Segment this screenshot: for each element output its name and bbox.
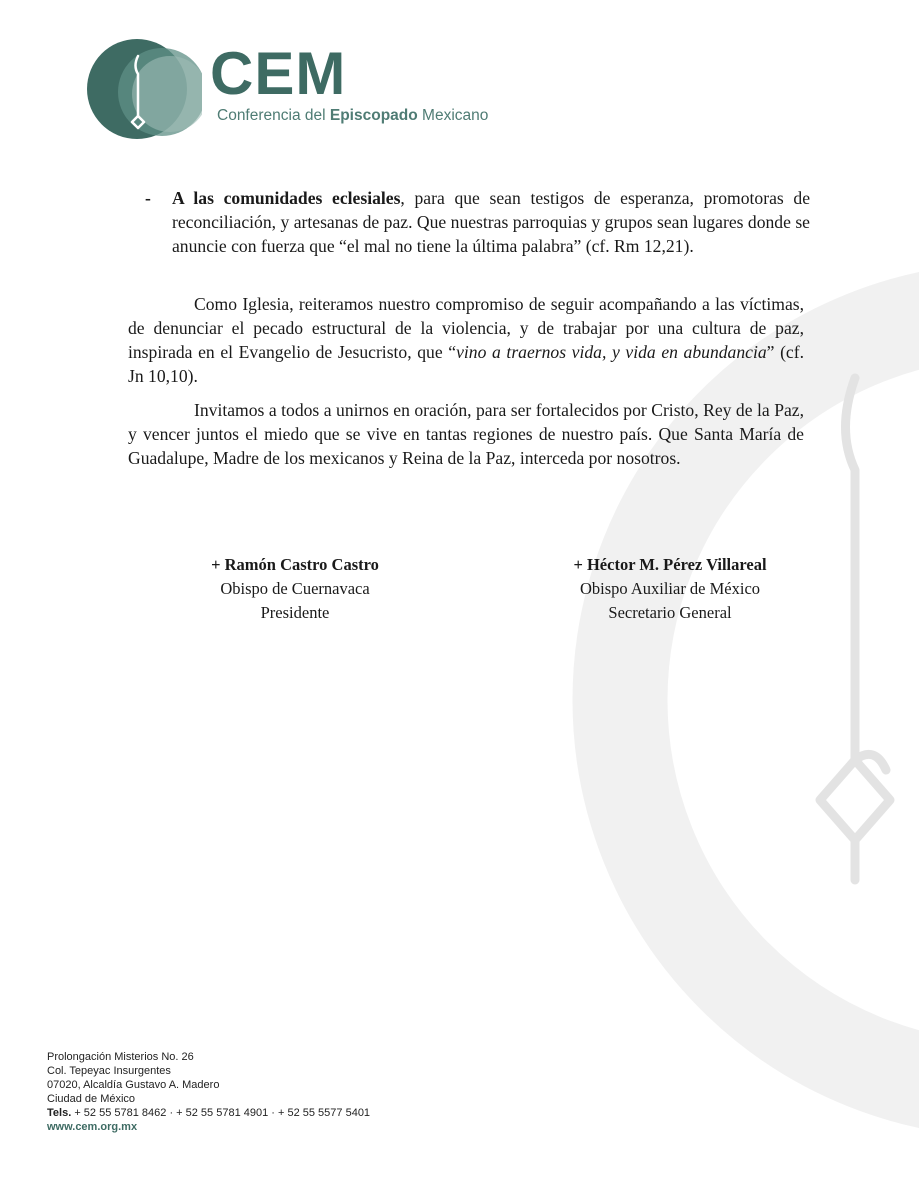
address-line: Prolongación Misterios No. 26	[47, 1051, 194, 1063]
bullet-heading: A las comunidades eclesiales	[172, 188, 401, 208]
paragraph-invitation: Invitamos a todos a unirnos en oración, para ser fortalecidos por Cristo, Rey de la Paz, y vencer juntos el miedo que se vive en tantas regiones de nuestro país. Que Santa María de Guadalupe, Madre de los mexicanos y Reina de la Paz, interceda por nosotros.	[128, 400, 804, 468]
scripture-quote: vino a traernos vida, y vida en abundancia	[456, 342, 767, 362]
website-link[interactable]: www.cem.org.mx	[47, 1121, 138, 1133]
bullet-body: , para que sean testigos de esperanza, promotoras de reconciliación, y artesanas de paz. Que nuestras parroquias y grupos sean lugares donde se anuncie con fuerza que “el mal no tiene la última palabra” (cf. Rm 12,21).	[172, 188, 810, 256]
signer-role: Obispo Auxiliar de México	[579, 579, 761, 598]
signer-title: Secretario General	[608, 603, 732, 622]
address-line: Col. Tepeyac Insurgentes	[47, 1065, 171, 1077]
address-line: Ciudad de México	[47, 1093, 136, 1105]
signer-role: Obispo de Cuernavaca	[220, 579, 370, 598]
bullet-marker: -	[145, 188, 151, 208]
footer-contact	[47, 1050, 370, 1134]
signature-block-president	[180, 553, 410, 625]
logo-subtitle: Conferencia del Episcopado Mexicano	[217, 107, 489, 124]
signature-block-secretary	[520, 553, 820, 625]
address-line: 07020, Alcaldía Gustavo A. Madero	[47, 1079, 220, 1091]
signer-title: Presidente	[260, 603, 330, 622]
logo-acronym: CEM	[210, 40, 347, 107]
phone-numbers: Tels. + 52 55 5781 8462 · + 52 55 5781 4901 · + 52 55 5577 5401	[47, 1107, 371, 1119]
cem-logo-emblem	[82, 30, 202, 148]
paragraph-commitment: Como Iglesia, reiteramos nuestro compromiso de seguir acompañando a las víctimas, de denunciar el pecado estructural de la violencia, y de trabajar por una cultura de paz, inspirada en el Evangelio de Jesucristo, que “vino a traernos vida, y vida en abundancia” (cf. Jn 10,10).	[128, 294, 804, 386]
bullet-item	[145, 186, 810, 258]
signer-name: + Héctor M. Pérez Villareal	[573, 555, 767, 574]
bullet-text	[172, 186, 810, 258]
signer-name: + Ramón Castro Castro	[211, 555, 379, 574]
